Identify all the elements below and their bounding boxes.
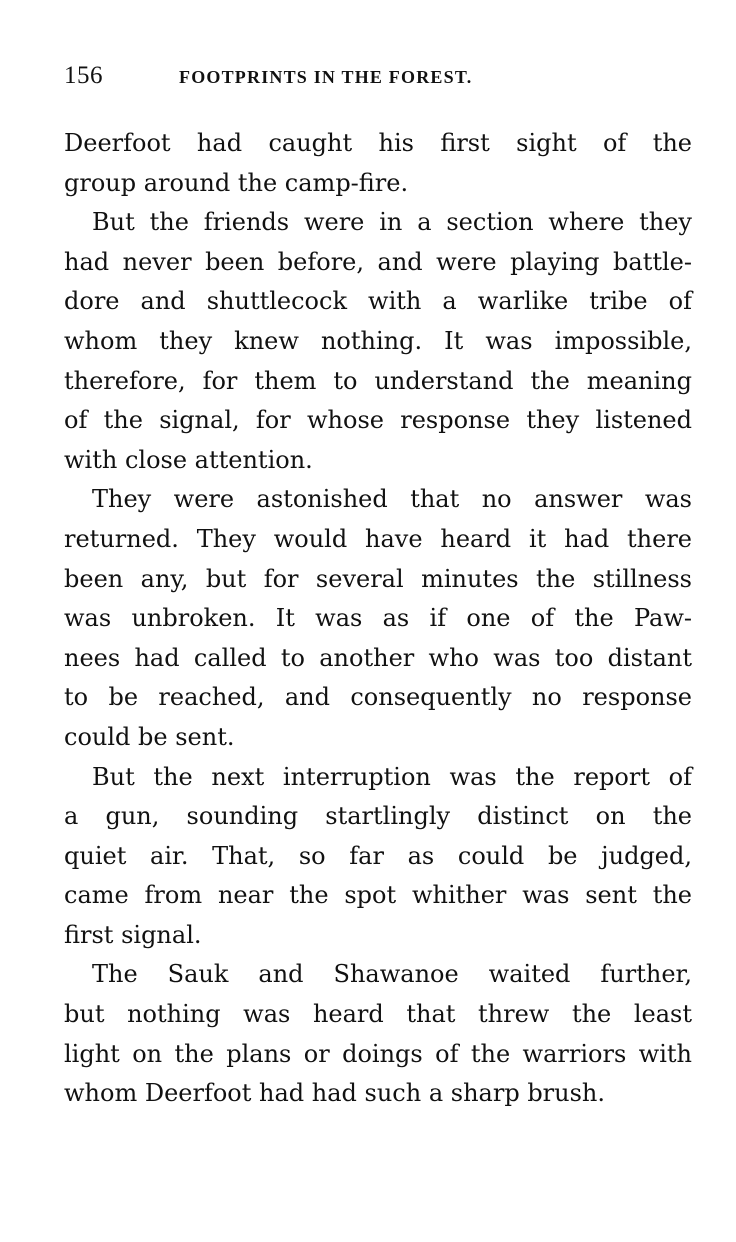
text-line: returned. They would have heard it had there [64, 524, 692, 553]
text-line: to be reached, and consequently no response [64, 683, 692, 712]
text-line: They were astonished that no answer was [92, 485, 692, 514]
body-text [64, 124, 692, 1114]
running-title: FOOTPRINTS IN THE FOREST. [179, 67, 473, 87]
text-line: dore and shuttlecock with a warlike tribe of [64, 287, 692, 316]
text-line: of the signal, for whose response they listened [64, 406, 692, 435]
text-line: therefore, for them to understand the meaning [64, 366, 692, 395]
text-line: came from near the spot whither was sent the [64, 881, 692, 910]
text-line: whom Deerfoot had had such a sharp brush. [64, 1079, 606, 1108]
text-line: quiet air. That, so far as could be judged, [64, 841, 692, 870]
text-line: But the next interruption was the report of [92, 762, 692, 791]
running-head [64, 62, 684, 96]
text-line: been any, but for several minutes the stillness [64, 564, 692, 593]
text-line: could be sent. [64, 722, 235, 751]
text-line: but nothing was heard that threw the least [64, 1000, 692, 1029]
page-number: 156 [64, 62, 103, 89]
text-line: But the friends were in a section where they [92, 208, 692, 237]
text-line: light on the plans or doings of the warriors with [64, 1039, 692, 1068]
text-line: Deerfoot had caught his first sight of the [64, 129, 692, 157]
text-line: whom they knew nothing. It was impossible, [64, 326, 692, 355]
text-line: was unbroken. It was as if one of the Paw- [64, 604, 692, 633]
text-line: had never been before, and were playing battle- [64, 247, 692, 276]
text-line: first signal. [64, 920, 202, 949]
text-line: group around the camp-fire. [64, 168, 409, 197]
text-line: a gun, sounding startlingly distinct on the [64, 802, 692, 831]
text-line: nees had called to another who was too distant [64, 643, 692, 672]
text-line: The Sauk and Shawanoe waited further, [92, 960, 692, 989]
text-line: with close attention. [64, 445, 313, 474]
